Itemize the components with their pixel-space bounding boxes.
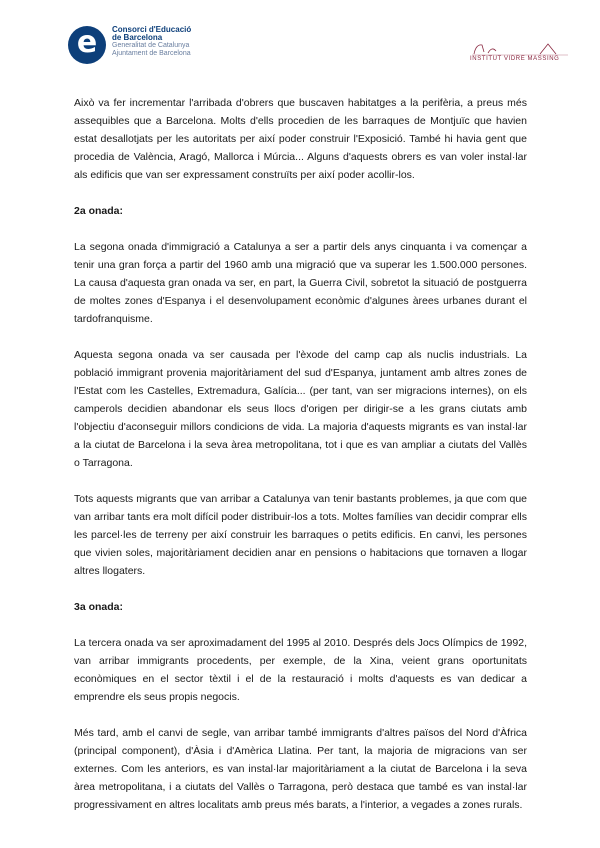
paragraph: La tercera onada va ser aproximadament del 1995 al 2010. Després dels Jocs Olímpics de 1992, van arribar immigrants procedents, per exemple, de la Xina, veient grans oportunitats econòmiques en el sector tèxtil i el de la restauració i molts d'aquests es van dedicar a emprendre els seus propis negocis.: [74, 637, 527, 703]
paragraph: Tots aquests migrants que van arribar a Catalunya van tenir bastants problemes, ja que com que van arribar tants era molt difícil poder distribuir-los a tots. Moltes famílies van decidir comprar ells les parcel·les de terreny per així construir les barraques o petits edificis. En canvi, les persones que vivien soles, majoritàriament decidien anar en pensions o habitacions que tornaven a llogar altres llogaters.: [74, 493, 527, 577]
section-heading: 3a onada:: [74, 601, 124, 613]
institut-logo-text: INSTITUT VIDRE MASSING: [470, 56, 560, 62]
paragraph: La segona onada d'immigració a Catalunya a ser a partir dels anys cinquanta i va començar a tenir una gran força a partir del 1960 amb una migració que va superar les 1.500.000 persones. La causa d'aquesta gran onada va ser, en part, la Guerra Civil, sobretot la situació de postguerra de moltes zones d'Espanya i el desenvolupament econòmic d'algunes àrees urbanes durant el tardofranquisme.: [74, 241, 527, 325]
document-body: [74, 94, 527, 832]
paragraph: Més tard, amb el canvi de segle, van arribar també immigrants d'altres països del Nord d'Àfrica (principal component), d'Àsia i d'Amèrica Llatina. Per tant, la majoria de migracions van ser externes. Com les anteriors, es van instal·lar majoritàriament a la ciutat de Barcelona i la seva àrea metropolitana, i a ciutats del Vallès o Tarragona, però destaca que també es van instal·lar progressivament en altres localitats amb preus més barats, a l'interior, a vegades a zones rurals.: [74, 727, 527, 811]
institut-logo: [470, 42, 570, 66]
logo-text: [112, 26, 212, 58]
institut-logo-mark-icon: [470, 42, 570, 56]
page-header: [0, 0, 600, 80]
paragraph: Això va fer incrementar l'arribada d'obrers que buscaven habitatges a la perifèria, a preus més assequibles que a Barcelona. Molts d'ells procedien de les barraques de Montjuïc que havien estat desallotjats per les autoritats per així poder construir l'Exposició. També hi havia gent que procedia de València, Aragó, Mallorca i Múrcia... Alguns d'aquests obrers es van voler instal·lar als edificis que van ser expressament construïts per així poder acollir-los.: [74, 97, 527, 181]
logo-line-2: de Barcelona: [112, 33, 163, 42]
e-logo-icon: e: [68, 26, 106, 64]
paragraph: Aquesta segona onada va ser causada per l'èxode del camp cap als nuclis industrials. La població immigrant provenia majoritàriament del sud d'Espanya, juntament amb altres zones de l'Estat com les Castelles, Extremadura, Galícia... (per tant, van ser migracions internes), on els camperols decidien abandonar els seus llocs d'origen per dirigir-se a les grans ciutats amb l'objectiu d'aconseguir millors condicions de vida. La majoria d'aquests migrants es van instal·lar a la ciutat de Barcelona i la seva àrea metropolitana, tot i que es van ampliar a ciutats del Vallès o Tarragona.: [74, 349, 527, 469]
logo-line-1: Consorci d'Educació: [112, 25, 192, 34]
section-heading: 2a onada:: [74, 205, 124, 217]
logo-line-3: Generalitat de Catalunya: [112, 42, 190, 49]
consorci-educacio-logo: [68, 22, 208, 72]
logo-line-4: Ajuntament de Barcelona: [112, 50, 191, 57]
